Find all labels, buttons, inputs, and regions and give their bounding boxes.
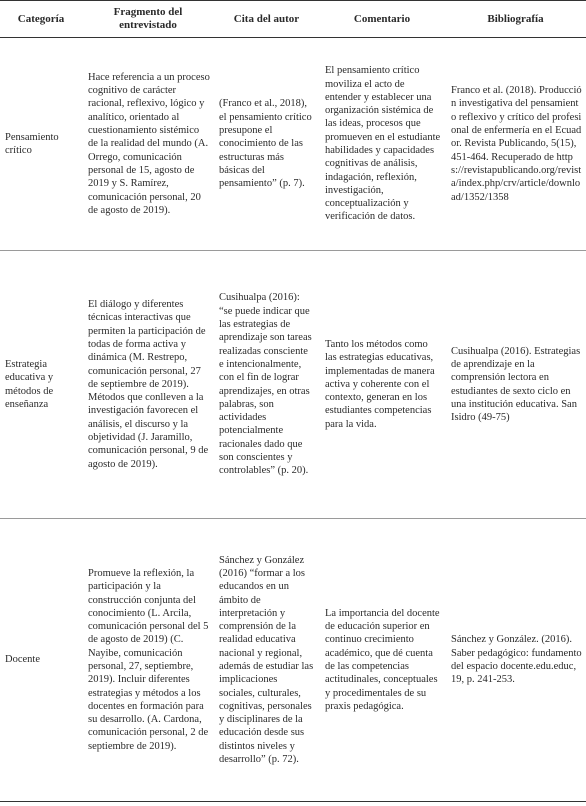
cell-cita: Sánchez y González (2016) “formar a los educandos en un ámbito de interpretación y comprensión de la realidad educativa nacional y regional, además de estudiar las implicaciones sociales, culturales, cognitivas, personales y disciplinares de la educación desde sus distintos niveles y desarrollo” (p. 72). [214,519,319,802]
cell-categoria: Pensamiento crítico [0,38,82,251]
cell-comentario: Tanto los métodos como las estrategias educativas, implementadas de manera activa y coherente con el contexto, generan en los estudiantes competencias para la vida. [319,251,445,519]
cell-comentario: La importancia del docente de educación superior en continuo crecimiento académico, que dé cuenta de las competencias actitudinales, conceptuales y procedimentales de su praxis pedagógica. [319,519,445,802]
cell-bibliografia: Sánchez y González. (2016). Saber pedagógico: fundamento del espacio docente.edu.educ, 19, p. 241-253. [445,519,586,802]
cell-fragmento: Hace referencia a un proceso cognitivo de carácter racional, reflexivo, lógico y analítico, orientado al cuestionamiento sistémico de la realidad del mundo (A. Orrego, comunicación personal de 15, agosto de 2019 y S. Ramírez, comunicación personal, 20 de agosto de 2019). [82,38,214,251]
table-row [0,251,586,519]
table-row [0,519,586,802]
cell-categoria: Estrategia educativa y métodos de enseñanza [0,251,82,519]
header-cita: Cita del autor [214,1,319,38]
header-categoria: Categoría [0,1,82,38]
cell-fragmento: Promueve la reflexión, la participación y la construcción conjunta del conocimiento (L. Arcila, comunicación personal del 5 de agosto de 2019) (C. Nayibe, comunicación personal, 27, septiembre, 2019). Incluir diferentes estrategias y métodos a los docentes en formación para su desarrollo. (A. Cardona, comunicación personal, 2 de septiembre de 2019). [82,519,214,802]
cell-cita: Cusihualpa (2016): “se puede indicar que las estrategias de aprendizaje son tareas realizadas consciente e intencionalmente, con el fin de lograr aprendizajes, en otras palabras, son actividades potencialmente racionales dado que son conscientes y controlables” (p. 20). [214,251,319,519]
header-bibliografia: Bibliografía [445,1,586,38]
cell-bibliografia: Cusihualpa (2016). Estrategias de aprendizaje en la comprensión lectora en estudiantes de sexto ciclo en una institución educativa. San Isidro (49-75) [445,251,586,519]
header-comentario: Comentario [319,1,445,38]
cell-bibliografia: Franco et al. (2018). Producción investigativa del pensamiento reflexivo y crítico del profesional de enfermería en el Ecuador. Revista Publicando, 5(15), 451-464. Recuperado de https://revistapublicando.org/revista/index.php/crv/article/download/1352/1358 [445,38,586,251]
table-row [0,38,586,251]
header-fragmento: Fragmento del entrevistado [82,1,214,38]
cell-cita: (Franco et al., 2018), el pensamiento crítico presupone el conocimiento de las estructuras más básicas del pensamiento” (p. 7). [214,38,319,251]
table-header-row [0,1,586,38]
cell-categoria: Docente [0,519,82,802]
cell-comentario: El pensamiento crítico moviliza el acto de entender y establecer una organización sistémica de las ideas, procesos que promueven en el estudiante habilidades y capacidades cognitivas de análisis, indagación, reflexión, investigación, conceptualización y verificación de datos. [319,38,445,251]
cell-fragmento: El diálogo y diferentes técnicas interactivas que permiten la participación de todas de forma activa y dinámica (M. Restrepo, comunicación personal, 27 de septiembre de 2019). Métodos que conlleven a la investigación favorecen el análisis, el discurso y la objetividad (J. Jaramillo, comunicación personal, 9 de agosto de 2019). [82,251,214,519]
